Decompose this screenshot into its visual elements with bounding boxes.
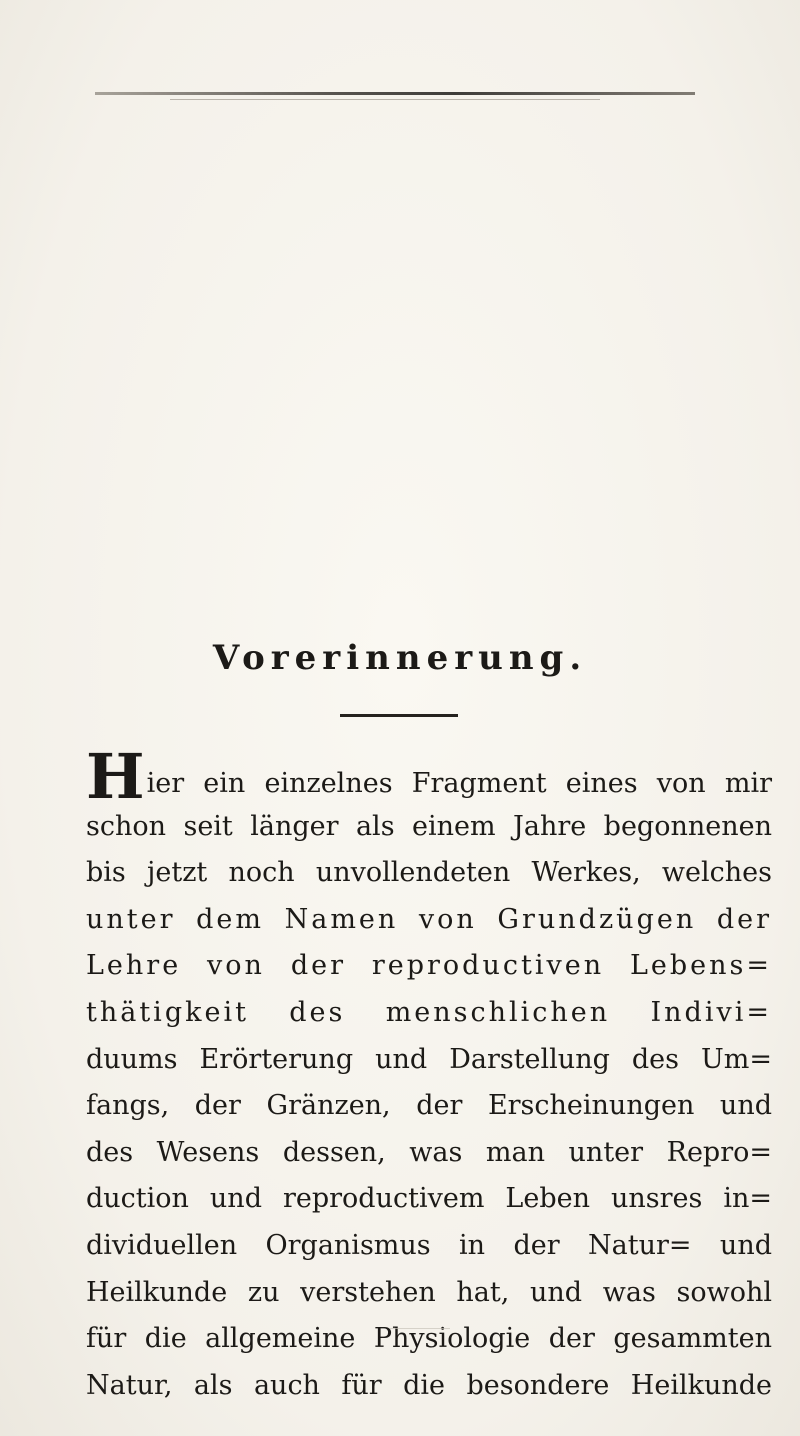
text-line-7: duums Erörterung und Darstellung des Um= <box>86 1043 772 1075</box>
top-thin-rule <box>170 99 600 100</box>
top-decorative-rule <box>95 92 695 95</box>
text-line-4: unter dem Namen von Grundzügen der <box>86 903 772 935</box>
drop-cap: H <box>86 740 145 813</box>
heading-underline <box>340 714 458 717</box>
text-line-11: dividuellen Organismus in der Natur= und <box>86 1229 772 1261</box>
text-line-5: Lehre von der reproductiven Lebens= <box>86 950 772 982</box>
text-line-13: für die allgemeine Physiologie der gesammten <box>86 1323 772 1355</box>
text-line-3: bis jetzt noch unvollendeten Werkes, welches <box>86 857 772 889</box>
page-heading: Vorerinnerung. <box>212 638 588 678</box>
text-line-8: fangs, der Gränzen, der Erscheinungen und <box>86 1090 772 1122</box>
text-line-1: Hier ein einzelnes Fragment eines von mir <box>86 740 772 813</box>
paper-mark <box>390 1316 450 1329</box>
text-line-10: duction und reproductivem Leben unsres in= <box>86 1183 772 1215</box>
body-paragraph <box>86 740 772 1409</box>
text-line-6: thätigkeit des menschlichen Indivi= <box>86 996 772 1028</box>
text-line-14: Natur, als auch für die besondere Heilkunde <box>86 1369 772 1401</box>
text-line-9: des Wesens dessen, was man unter Repro= <box>86 1136 772 1168</box>
text-line-12: Heilkunde zu verstehen hat, und was sowohl <box>86 1276 772 1308</box>
text-line-2: schon seit länger als einem Jahre begonnenen <box>86 810 772 842</box>
